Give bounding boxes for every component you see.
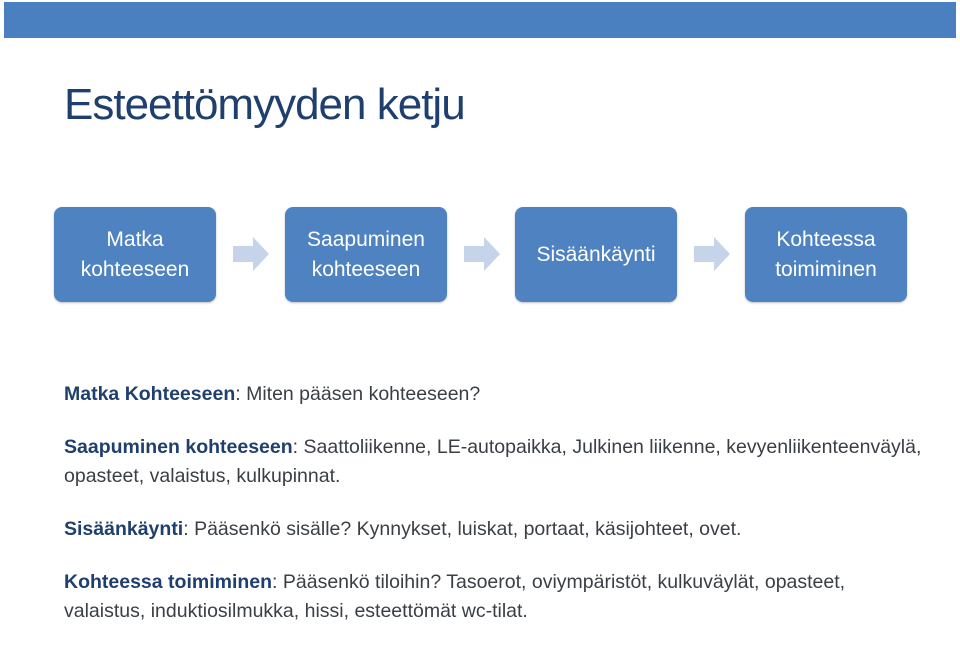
detail-term: Matka Kohteeseen	[64, 383, 236, 405]
step-label-line1: Kohteessa	[776, 227, 876, 251]
detail-text: : Pääsenkö tiloihin? Tasoerot, oviympäristöt, kulkuväylät, opasteet, valaistus, induktiosilmukka, hissi, esteettömät wc-tilat.	[64, 571, 846, 622]
step-label-line1: Sisäänkäynti	[536, 242, 656, 266]
step-label-line1: Matka	[106, 227, 164, 251]
detail-matka	[64, 380, 924, 409]
step-label-line2: kohteeseen	[80, 257, 190, 281]
step-label-line1: Saapuminen	[307, 227, 425, 251]
right-arrow-icon	[233, 236, 269, 272]
step-matka-kohteeseen	[54, 207, 216, 302]
step-saapuminen-kohteeseen	[285, 207, 447, 302]
step-label-line2: toimiminen	[775, 257, 877, 281]
detail-kohteessa	[64, 568, 924, 626]
step-label-line2: kohteeseen	[311, 257, 421, 281]
detail-saapuminen	[64, 433, 924, 491]
detail-term: Sisäänkäynti	[64, 518, 184, 540]
details-text	[64, 380, 924, 650]
detail-term: Saapuminen kohteeseen	[64, 436, 293, 458]
detail-text: : Pääsenkö sisälle? Kynnykset, luiskat, portaat, käsijohteet, ovet.	[183, 518, 742, 540]
right-arrow-icon	[464, 236, 500, 272]
detail-text: : Miten pääsen kohteeseen?	[235, 383, 481, 405]
detail-text: : Saattoliikenne, LE-autopaikka, Julkinen liikenne, kevyenliikenteenväylä, opasteet, valaistus, kulkupinnat.	[64, 436, 922, 487]
detail-term: Kohteessa toimiminen	[64, 571, 273, 593]
step-kohteessa-toimiminen	[745, 207, 907, 302]
detail-sisaankaynti	[64, 515, 924, 544]
step-sisaankaynti	[515, 207, 677, 302]
slide-title: Esteettömyyden ketju	[64, 80, 465, 129]
top-accent-bar	[4, 2, 956, 38]
right-arrow-icon	[694, 236, 730, 272]
